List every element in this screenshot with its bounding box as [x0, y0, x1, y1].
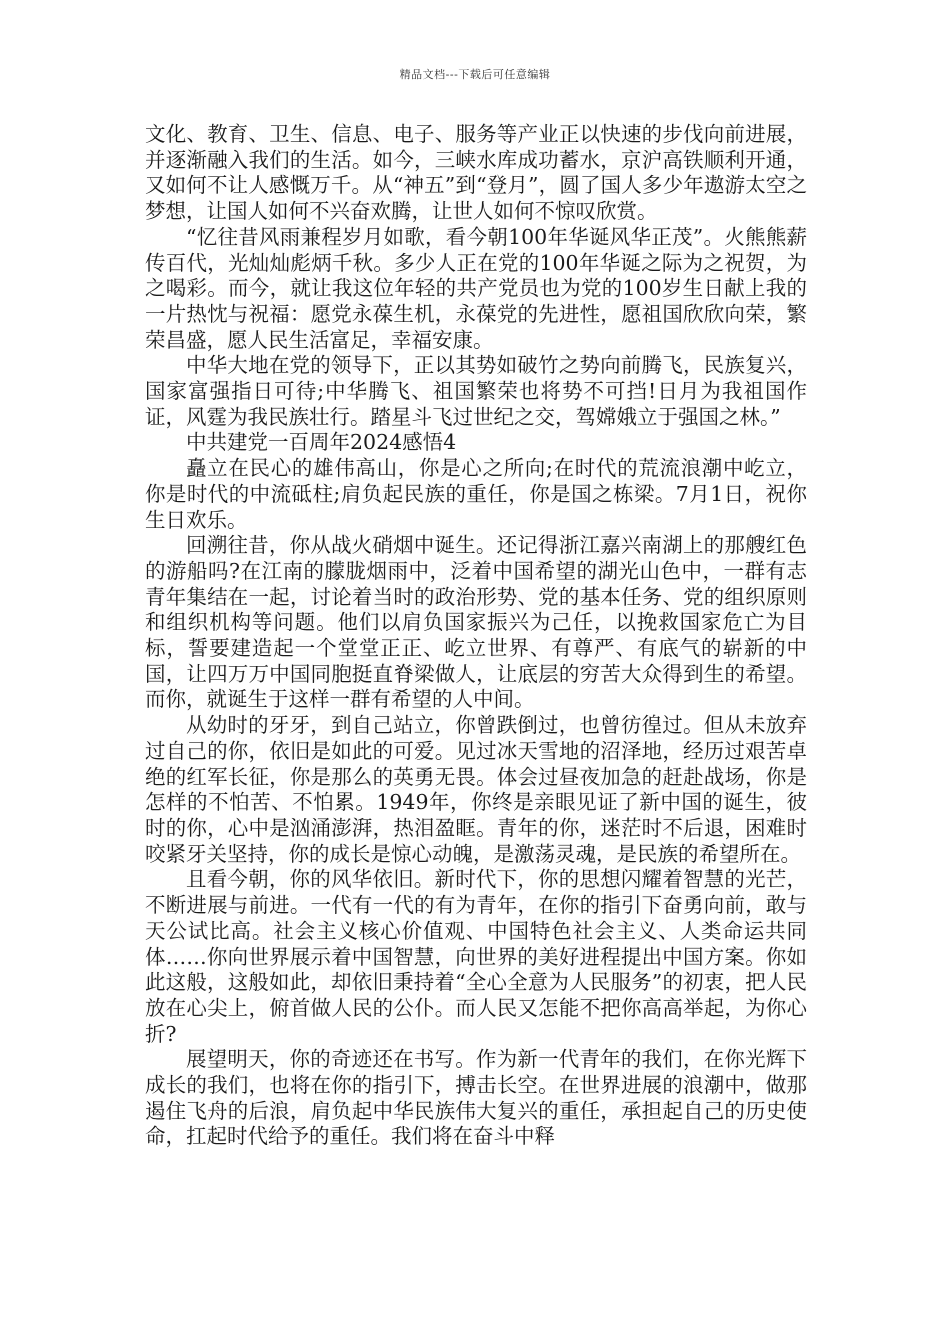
paragraph-continuation: 文化、教育、卫生、信息、电子、服务等产业正以快速的步伐向前进展，并逐渐融入我们的生活。如今，三峡水库成功蓄水，京沪高铁顺利开通，又如何不让人感慨万千。从“神五”到“登月”，圆了国人多少年遨游太空之梦想，让国人如何不兴奋欢腾，让世人如何不惊叹欣赏。	[145, 122, 807, 224]
paragraph: 中华大地在党的领导下，正以其势如破竹之势向前腾飞，民族复兴，国家富强指日可待;中华腾飞、祖国繁荣也将势不可挡!日月为我祖国作证，风霆为我民族壮行。踏星斗飞过世纪之交，驾嫦娥立于强国之林。”	[145, 353, 807, 429]
page-header: 精品文档---下载后可任意编辑	[399, 68, 551, 81]
paragraph: 矗立在民心的雄伟高山，你是心之所向;在时代的荒流浪潮中屹立，你是时代的中流砥柱;肩负起民族的重任，你是国之栋梁。7月1日，祝你生日欢乐。	[145, 456, 807, 532]
section-heading: 中共建党一百周年2024感悟4	[186, 430, 457, 455]
paragraph: 从幼时的牙牙，到自己站立，你曾跌倒过，也曾彷徨过。但从未放弃过自己的你，依旧是如此的可爱。见过冰天雪地的沼泽地，经历过艰苦卓绝的红军长征，你是那么的英勇无畏。体会过昼夜加急的赶赴战场，你是怎样的不怕苦、不怕累。1949年，你终是亲眼见证了新中国的诞生，彼时的你，心中是汹涌澎湃，热泪盈眶。青年的你，迷茫时不后退，困难时咬紧牙关坚持，你的成长是惊心动魄，是激荡灵魂，是民族的希望所在。	[145, 713, 807, 866]
paragraph: 展望明天，你的奇迹还在书写。作为新一代青年的我们，在你光辉下成长的我们，也将在你的指引下，搏击长空。在世界进展的浪潮中，做那遏住飞舟的后浪，肩负起中华民族伟大复兴的重任，承担起自己的历史使命，扛起时代给予的重任。我们将在奋斗中释	[145, 1047, 807, 1149]
paragraph: 回溯往昔，你从战火硝烟中诞生。还记得浙江嘉兴南湖上的那艘红色的游船吗?在江南的朦胧烟雨中，泛着中国希望的湖光山色中，一群有志青年集结在一起，讨论着当时的政治形势、党的基本任务、党的组织原则和组织机构等问题。他们以肩负国家振兴为己任，以挽救国家危亡为目标，誓要建造起一个堂堂正正、屹立世界、有尊严、有底气的崭新的中国，让四万万中国同胞挺直脊梁做人，让底层的穷苦大众得到生的希望。而你，就诞生于这样一群有希望的人中间。	[145, 533, 807, 712]
document-body	[145, 122, 807, 1150]
paragraph: 且看今朝，你的风华依旧。新时代下，你的思想闪耀着智慧的光芒，不断进展与前进。一代有一代的有为青年，在你的指引下奋勇向前，敢与天公试比高。社会主义核心价值观、中国特色社会主义、人类命运共同体……你向世界展示着中国智慧，向世界的美好进程提出中国方案。你如此这般，这般如此，却依旧秉持着“全心全意为人民服务”的初衷，把人民放在心尖上，俯首做人民的公仆。而人民又怎能不把你高高举起，为你心折?	[145, 867, 807, 1046]
paragraph: “忆往昔风雨兼程岁月如歌，看今朝100年华诞风华正茂”。火熊熊薪传百代，光灿灿彪炳千秋。多少人正在党的100年华诞之际为之祝贺，为之喝彩。而今，就让我这位年轻的共产党员也为党的100岁生日献上我的一片热忱与祝福：愿党永葆生机，永葆党的先进性，愿祖国欣欣向荣，繁荣昌盛，愿人民生活富足，幸福安康。	[145, 224, 807, 352]
